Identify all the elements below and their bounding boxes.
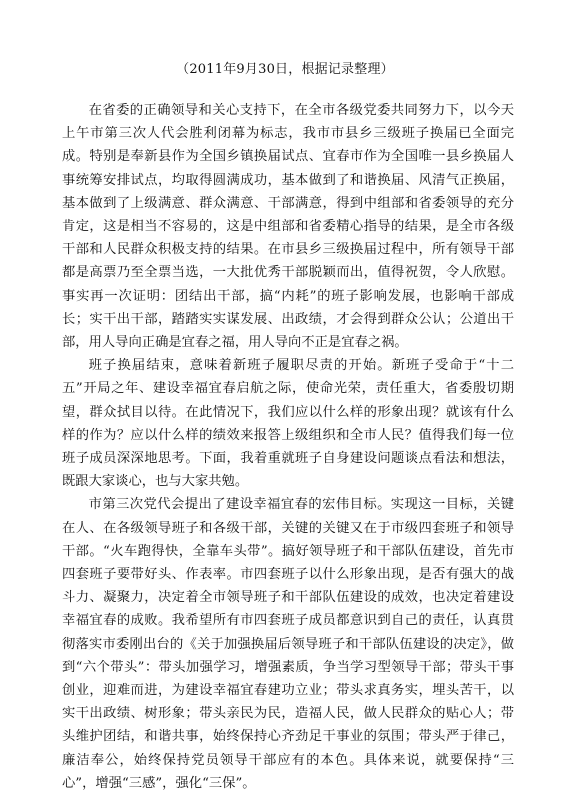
paragraph-2: 班子换届结束，意味着新班子履职尽责的开始。新班子受命于“十二五”开局之年、建设幸福宜春启航之际，使命光荣，责任重大，省委殷切期望，群众拭目以待。在此情况下，我们应以什么样的形象出现？就该有什么样的作为？应以什么样的绩效来报答上级组织和全市人民？值得我们每一位班子成员深深地思考。下面，我着重就班子自身建设问题谈点看法和想法，既跟大家谈心，也与大家共勉。 [62,358,515,490]
paragraph-3: 市第三次党代会提出了建设幸福宜春的宏伟目标。实现这一目标，关键在人、在各级领导班子和各级干部，关键的关键又在于市级四套班子和领导干部。“火车跑得快，全靠车头带”。搞好领导班子和干部队伍建设，首先市四套班子要带好头、作表率。市四套班子以什么形象出现，是否有强大的战斗力、凝聚力，决定着全市领导班子和干部队伍建设的成效，也决定着建设幸福宜春的成败。我希望所有市四套班子成员都意识到自己的责任，认真贯彻落实市委刚出台的《关于加强换届后领导班子和干部队伍建设的决定》，做到“六个带头”：带头加强学习，增强素质，争当学习型领导干部；带头干事创业，迎难而进，为建设幸福宜春建功立业；带头求真务实，埋头苦干，以实干出政绩、树形象；带头亲民为民，造福人民，做人民群众的贴心人；带头维护团结，和谐共事，始终保持心齐劲足干事业的氛围；带头严于律己，廉洁奉公，始终保持党员领导干部应有的本色。具体来说，就要保持“三心”，增强“三感”，强化“三保”。 [62,497,514,791]
document-body [62,99,514,795]
document-subtitle: （2011年9月30日，根据记录整理） [176,62,394,77]
paragraph-1: 在省委的正确领导和关心支持下，在全市各级党委共同努力下，以今天上午市第三次人代会胜利闭幕为标志，我市市县乡三级班子换届已全面完成。特别是奉新县作为全国乡镇换届试点、宜春市作为全国唯一县乡换届人事统筹安排试点，均取得圆满成功，基本做到了和谐换届、风清气正换届，基本做到了上级满意、群众满意、干部满意，得到中组部和省委领导的充分肯定，这是相当不容易的，这是中组部和省委精心指导的结果，是全市各级干部和人民群众积极支持的结果。在市县乡三级换届过程中，所有领导干部都是高票乃至全票当选，一大批优秀干部脱颖而出，值得祝贺，令人欣慰。事实再一次证明：团结出干部，搞“内耗”的班子影响发展，也影响干部成长；实干出干部，踏踏实实谋发展、出政绩，才会得到群众公认；公道出干部，用人导向正确是宜春之福，用人导向不正是宜春之祸。 [62,103,514,351]
